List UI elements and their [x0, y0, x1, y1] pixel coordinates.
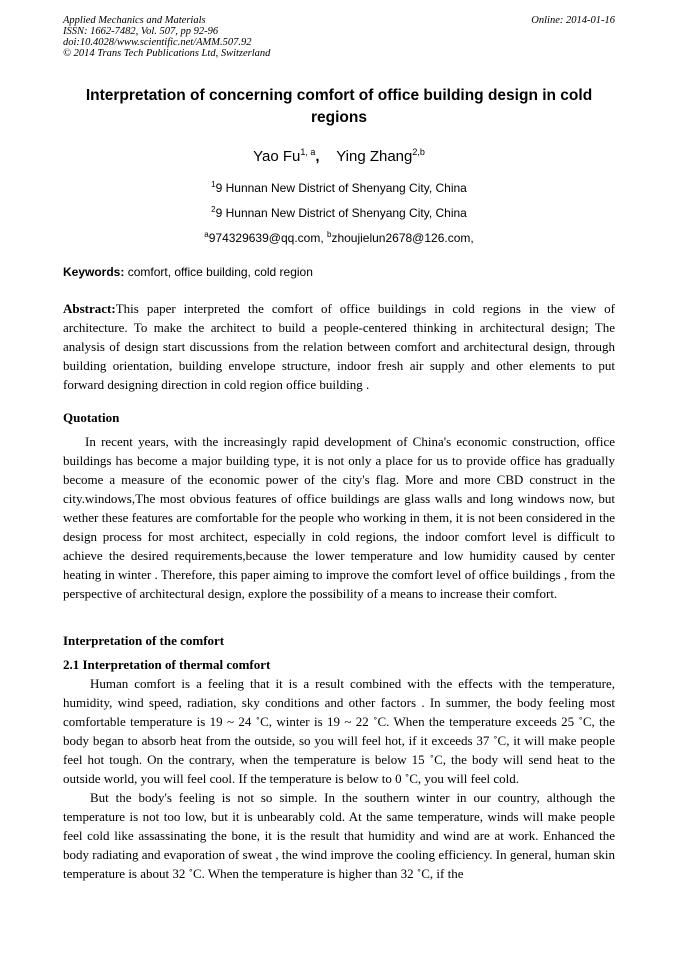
journal-issn: ISSN: 1662-7482, Vol. 507, pp 92-96 — [63, 26, 219, 37]
affiliation-1 — [63, 178, 615, 195]
author-separator: , — [315, 148, 337, 165]
affiliation-text: 9 Hunnan New District of Shenyang City, China — [215, 181, 467, 195]
keywords — [63, 265, 615, 279]
paragraph: Human comfort is a feeling that it is a result combined with the effects with the temperature, humidity, wind speed, radiation, sky conditions and other factors . In summer, the body feeling most comfortable temperature is 19 ~ 24 ˚C, winter is 19 ~ 22 ˚C. When the temperature exceeds 25 ˚C, the body began to absorb heat from the outside, so you will feel hot, if it exceeds 37 ˚C, it will make people feel hot tough. On the contrary, when the temperature is below 15 ˚C, the body will send heat to the outside world, you will feel cool. If the temperature is below to 0 ˚C, you will feel cold. — [63, 676, 615, 786]
online-date: Online: 2014-01-16 — [531, 15, 615, 26]
journal-header — [63, 15, 615, 59]
author-name: Yao Fu — [253, 148, 301, 165]
paper-title: Interpretation of concerning comfort of office building design in cold regions — [85, 87, 593, 126]
affiliation-superscript: 2 — [211, 205, 216, 214]
abstract-text: This paper interpreted the comfort of office buildings in cold regions in the view of architecture. To make the architect to build a people-centered thinking in architectural design; The analysis of design start discussions from the relation between comfort and architectural design, through building orientation, building envelope structure, indoor fresh air supply and other elements to put forward designing direction in cold region office building . — [63, 301, 615, 392]
thermal-comfort-body — [63, 674, 615, 883]
journal-copyright: © 2014 Trans Tech Publications Ltd, Switzerland — [63, 48, 271, 59]
email-superscript: b — [326, 230, 332, 239]
paragraph: In recent years, with the increasingly rapid development of China's economic construction, office buildings has become a major building type, it is not only a place for us to provide office has gradually become a measure of the economic power of the city's flag. More and more CBD construct in the city.windows,The most obvious features of office buildings are glass walls and long windows now, but wether these features are comfortable for the people who working in them, it is not been considered in the design process for most architect, especially in cold regions, the indoor comfort level is difficult to achieve the desired requirements,because the lower temperature and low humidity caused by center heating in winter . Therefore, this paper aiming to improve the comfort level of office buildings , from the perspective of architectural design, explore the possibility of a means to increase their comfort. — [63, 434, 615, 601]
keywords-text: comfort, office building, cold region — [124, 265, 313, 279]
subsection-heading-thermal: 2.1 Interpretation of thermal comfort — [63, 657, 271, 672]
journal-name: Applied Mechanics and Materials — [63, 15, 206, 26]
author-superscript: 1, a — [300, 147, 316, 157]
email-link[interactable]: 974329639@qq.com, — [208, 231, 327, 245]
quotation-body — [63, 432, 615, 603]
section-heading-quotation: Quotation — [63, 410, 120, 425]
affiliation-text: 9 Hunnan New District of Shenyang City, China — [215, 206, 467, 220]
affiliation-2 — [63, 203, 615, 220]
keywords-label: Keywords: — [63, 265, 125, 279]
abstract — [63, 299, 615, 394]
author-line — [63, 142, 615, 167]
affiliation-superscript: 1 — [211, 180, 216, 189]
author-emails — [63, 228, 615, 245]
paragraph: But the body's feeling is not so simple. In the southern winter in our country, although the temperature is not too low, but it is unbearably cold. At the same temperature, winds will make people feel cold like assassinating the bone, it is the result that humidity and wind are at work. Enhanced the body radiating and evaporation of sweat , the wind improve the cooling efficiency. In general, human skin temperature is about 32 ˚C. When the temperature is higher than 32 ˚C, if the — [63, 790, 615, 881]
journal-doi: doi:10.4028/www.scientific.net/AMM.507.92 — [63, 37, 252, 48]
email-superscript: a — [204, 230, 209, 239]
section-heading-interpretation: Interpretation of the comfort — [63, 633, 225, 648]
email-link[interactable]: zhoujielun2678@126.com, — [331, 231, 474, 245]
abstract-label: Abstract: — [63, 301, 116, 316]
author-name: Ying Zhang — [336, 148, 413, 165]
author-superscript: 2,b — [412, 147, 425, 157]
